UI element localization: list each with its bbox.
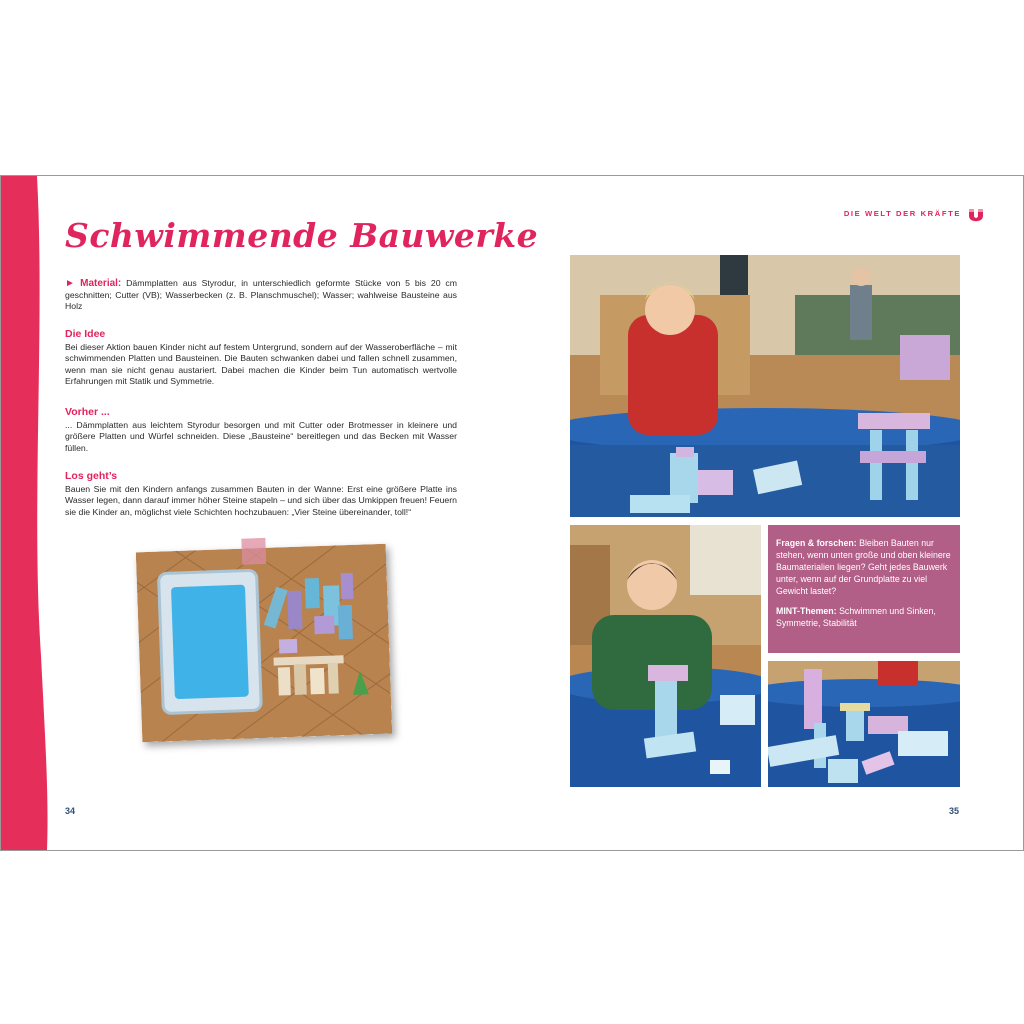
section-heading: Los geht’s	[65, 470, 118, 482]
section-before	[65, 407, 457, 454]
chapter-header: DIE WELT DER KRÄFTE	[843, 209, 961, 218]
material-text: Dämmplatten aus Styrodur, in unterschiedlich geformte Stücke von 5 bis 20 cm geschnitten; Cutter (VB); Wasserbecken (z. B. Planschmuschel); Wasser; wahlweise Bausteine aus Holz	[65, 278, 457, 312]
material-paragraph	[65, 278, 457, 313]
section-heading: Die Idee	[65, 328, 106, 340]
info-box	[768, 525, 960, 653]
section-heading: Vorher ...	[65, 406, 110, 418]
magnet-icon	[967, 206, 985, 224]
photo-girl-building	[570, 255, 960, 517]
mint-paragraph	[776, 605, 952, 629]
mint-label: MINT-Themen:	[776, 606, 837, 616]
left-margin-band	[1, 176, 51, 850]
photo-boy-building	[570, 525, 761, 787]
book-spread	[0, 175, 1024, 851]
section-text: Bauen Sie mit den Kindern anfangs zusammen Bauten in der Wanne: Erst eine größere Platte ins Wasser legen, dann darauf immer höher Steine stapeln – und sich über das Umkippen freuen! Feuern sie die Kinder an, möglichst viele Schichten hochzubauen: „Vier Steine übereinander, toll!“	[65, 483, 457, 517]
page-number-right: 35	[949, 806, 960, 816]
material-label: ► Material:	[65, 278, 122, 289]
photo-tower-in-water	[768, 661, 960, 787]
mint-text: Schwimmen und Sinken, Symmetrie, Stabilität	[776, 606, 936, 628]
section-text: ... Dämmplatten aus leichtem Styrodur besorgen und mit Cutter oder Brotmesser in kleinere und größere Platten und Würfel schneiden. Diese „Bausteine“ bereitlegen und das Becken mit Wasser füllen.	[65, 419, 457, 453]
question-paragraph	[776, 537, 952, 597]
question-label: Fragen & forschen:	[776, 538, 857, 548]
page-title: Schwimmende Bauwerke	[65, 216, 539, 255]
page-number-left: 34	[65, 806, 76, 816]
section-idea	[65, 329, 457, 388]
tape	[241, 538, 266, 565]
section-text: Bei dieser Aktion bauen Kinder nicht auf festem Untergrund, sondern auf der Wasseroberfläche – mit schwimmenden Platten und Bausteinen. Die Bauten schwanken dabei und fallen schnell zusammen, wenn man sie nicht genau austariert. Dabei machen die Kinder beim Tun automatisch wertvolle Erfahrungen mit Statik und Symmetrie.	[65, 341, 457, 387]
question-text: Bleiben Bauten nur stehen, wenn unten große und oben kleinere Baumaterialien liegen? Geht jedes Bauwerk unter, wenn auf der Grundplatte zu viel Gewicht lastet?	[776, 538, 951, 596]
section-lets-go	[65, 471, 457, 518]
photo-blocks-on-floor	[136, 544, 392, 743]
